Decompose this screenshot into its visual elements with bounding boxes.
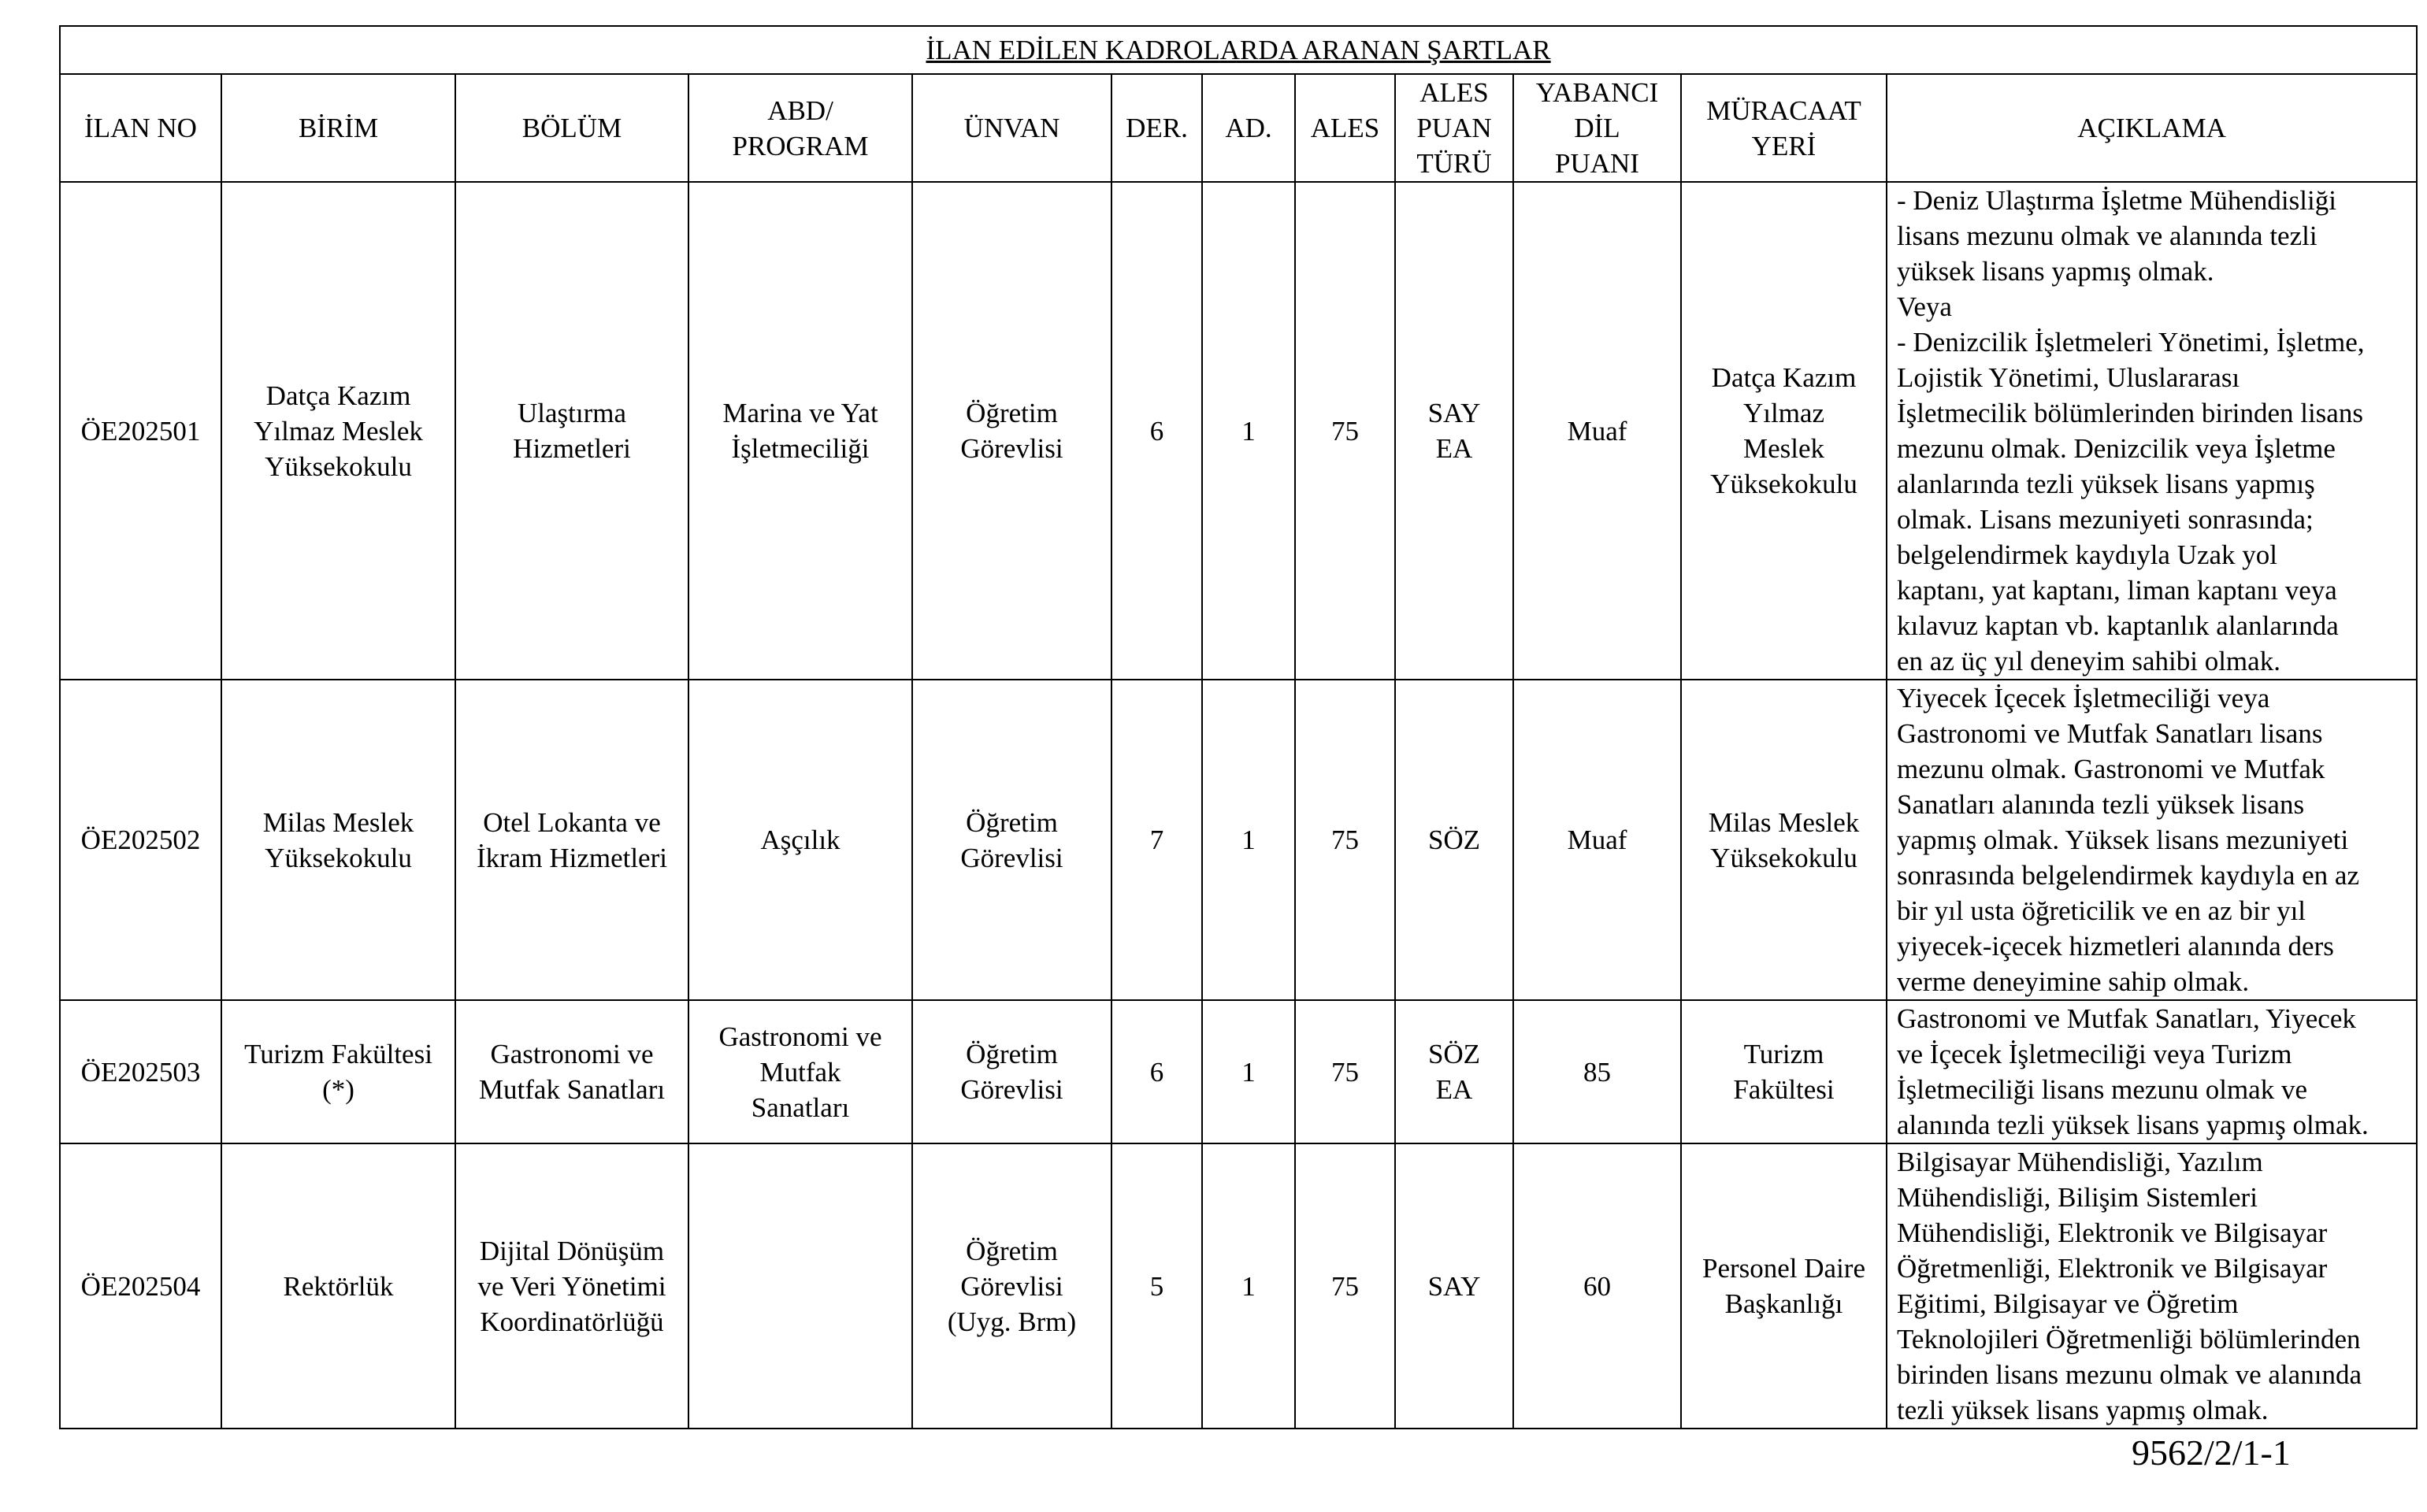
cell-derece-line: 6 — [1149, 415, 1164, 447]
cell-ales — [1295, 680, 1395, 1000]
cell-ilan-no — [60, 1000, 221, 1143]
cell-abd-program-line: Sanatları — [751, 1091, 850, 1123]
cell-aciklama-line: yapmış olmak. Yüksek lisans mezuniyeti — [1897, 825, 2349, 855]
cell-aciklama-line: Eğitimi, Bilgisayar ve Öğretim — [1897, 1288, 2239, 1319]
cell-ilan-no — [60, 680, 221, 1000]
cell-birim-line: Yüksekokulu — [265, 450, 412, 482]
document-reference: 9562/2/1-1 — [2132, 1432, 2291, 1473]
header-aciklama-line: AÇIKLAMA — [2077, 113, 2226, 143]
cell-unvan — [912, 680, 1111, 1000]
header-derece-line: DER. — [1126, 113, 1188, 143]
cell-yabanci-dil-puani-line: Muaf — [1567, 825, 1627, 855]
cell-muracaat-yeri-line: Yüksekokulu — [1710, 842, 1857, 873]
cell-aciklama — [1887, 1000, 2417, 1143]
cell-ales-puan-turu-line: EA — [1435, 1074, 1473, 1105]
cell-unvan-line: Görevlisi — [960, 1270, 1063, 1302]
cell-aciklama-line: bir yıl usta öğreticilik ve en az bir yıl — [1897, 895, 2306, 926]
cell-adet — [1202, 1143, 1295, 1429]
cell-aciklama-line: alanında tezli yüksek lisans yapmış olmak. — [1897, 1110, 2369, 1140]
cell-derece-line: 7 — [1149, 825, 1164, 855]
cell-aciklama-line: belgelendirmek kaydıyla Uzak yol — [1897, 539, 2278, 570]
cell-derece — [1111, 680, 1202, 1000]
header-derece — [1111, 74, 1202, 182]
header-muracaat-yeri-line: MÜRACAAT — [1706, 94, 1861, 126]
cell-birim — [221, 1000, 455, 1143]
job-requirements-table — [59, 25, 2418, 1429]
cell-aciklama-line: Gastronomi ve Mutfak Sanatları lisans — [1897, 718, 2323, 749]
header-ales-line: ALES — [1310, 113, 1380, 143]
cell-ales-puan-turu-line: SÖZ — [1427, 825, 1481, 855]
cell-aciklama-line: lisans mezunu olmak ve alanında tezli — [1897, 220, 2318, 251]
cell-birim-line: Turizm Fakültesi — [244, 1039, 432, 1069]
cell-muracaat-yeri — [1681, 182, 1887, 680]
header-ilan-no — [60, 74, 221, 182]
cell-aciklama — [1887, 182, 2417, 680]
cell-ales-puan-turu-line: SÖZ — [1427, 1039, 1481, 1069]
cell-bolum-line: Mutfak Sanatları — [478, 1074, 666, 1105]
cell-aciklama-line: Lojistik Yönetimi, Uluslararası — [1897, 362, 2240, 393]
cell-adet-line: 1 — [1241, 415, 1256, 447]
cell-aciklama-line: yüksek lisans yapmış olmak. — [1897, 256, 2214, 287]
cell-aciklama-line: mezunu olmak. Denizcilik veya İşletme — [1897, 433, 2336, 464]
cell-aciklama-line: en az üç yıl deneyim sahibi olmak. — [1897, 646, 2280, 676]
cell-derece-line: 6 — [1149, 1056, 1164, 1088]
cell-aciklama-line: kaptanı, yat kaptanı, liman kaptanı veya — [1897, 575, 2337, 606]
cell-abd-program-line: İşletmeciliği — [731, 433, 870, 464]
header-abd-program-line: PROGRAM — [732, 130, 869, 161]
cell-aciklama-line: Veya — [1897, 291, 1952, 322]
header-yabanci-dil-puani-line: YABANCI — [1535, 77, 1659, 108]
table-row — [60, 680, 2417, 1000]
cell-ales-puan-turu-line: EA — [1435, 433, 1473, 464]
cell-bolum-line: Gastronomi ve — [490, 1039, 654, 1069]
cell-yabanci-dil-puani-line: Muaf — [1567, 415, 1627, 447]
cell-aciklama-line: İşletmeciliği lisans mezunu olmak ve — [1897, 1074, 2307, 1105]
cell-derece — [1111, 1143, 1202, 1429]
header-yabanci-dil-puani-line: PUANI — [1555, 148, 1639, 179]
cell-abd-program — [688, 1000, 912, 1143]
cell-aciklama — [1887, 680, 2417, 1000]
cell-bolum-line: Dijital Dönüşüm — [479, 1235, 665, 1266]
cell-unvan-line: Öğretim — [966, 1235, 1058, 1266]
table-row — [60, 1143, 2417, 1429]
cell-unvan-line: Görevlisi — [960, 1074, 1063, 1105]
cell-muracaat-yeri-line: Yüksekokulu — [1710, 469, 1857, 499]
table-title: İLAN EDİLEN KADROLARDA ARANAN ŞARTLAR — [60, 26, 2417, 74]
cell-bolum — [455, 182, 688, 680]
cell-aciklama-line: alanlarında tezli yüksek lisans yapmış — [1897, 469, 2315, 499]
cell-abd-program — [688, 182, 912, 680]
cell-aciklama-line: Mühendisliği, Bilişim Sistemleri — [1897, 1182, 2258, 1213]
cell-muracaat-yeri-line: Fakültesi — [1733, 1074, 1835, 1105]
cell-birim — [221, 680, 455, 1000]
cell-aciklama-line: verme deneyimine sahip olmak. — [1897, 966, 2250, 997]
header-unvan-line: ÜNVAN — [963, 113, 1060, 143]
cell-bolum-line: Koordinatörlüğü — [480, 1306, 664, 1337]
cell-abd-program — [688, 1143, 912, 1429]
cell-muracaat-yeri-line: Yılmaz — [1742, 398, 1825, 428]
cell-aciklama-line: ve İçecek İşletmeciliği veya Turizm — [1897, 1039, 2292, 1069]
cell-adet — [1202, 680, 1295, 1000]
cell-ilan-no — [60, 1143, 221, 1429]
cell-birim-line: Yüksekokulu — [265, 842, 412, 873]
cell-birim-line: Milas Meslek — [262, 806, 414, 838]
cell-birim-line: Rektörlük — [283, 1270, 394, 1302]
cell-ilan-no — [60, 182, 221, 680]
cell-ales-puan-turu — [1395, 680, 1513, 1000]
cell-muracaat-yeri-line: Turizm — [1743, 1039, 1824, 1069]
cell-adet-line: 1 — [1241, 1056, 1256, 1088]
cell-aciklama-line: yiyecek-içecek hizmetleri alanında ders — [1897, 931, 2334, 962]
cell-yabanci-dil-puani-line: 60 — [1583, 1270, 1611, 1302]
cell-adet-line: 1 — [1241, 1270, 1256, 1302]
cell-birim — [221, 1143, 455, 1429]
cell-abd-program-line: Aşçılık — [760, 825, 841, 855]
cell-abd-program-line: Gastronomi ve — [718, 1021, 882, 1052]
cell-derece — [1111, 1000, 1202, 1143]
cell-ilan-no-line: ÖE202503 — [80, 1056, 201, 1088]
cell-ales-line: 75 — [1331, 415, 1359, 447]
cell-ilan-no-line: ÖE202501 — [80, 415, 201, 447]
cell-muracaat-yeri — [1681, 1143, 1887, 1429]
cell-ales-line: 75 — [1331, 825, 1359, 855]
cell-derece-line: 5 — [1149, 1270, 1164, 1302]
cell-ilan-no-line: ÖE202504 — [80, 1270, 201, 1302]
cell-derece — [1111, 182, 1202, 680]
cell-unvan-line: Öğretim — [966, 398, 1058, 428]
cell-aciklama-line: Gastronomi ve Mutfak Sanatları, Yiyecek — [1897, 1003, 2356, 1034]
cell-yabanci-dil-puani — [1513, 182, 1681, 680]
header-adet-line: AD. — [1225, 113, 1272, 143]
cell-aciklama-line: sonrasında belgelendirmek kaydıyla en az — [1897, 860, 2360, 891]
cell-unvan-line: Görevlisi — [960, 433, 1063, 464]
cell-ales — [1295, 1000, 1395, 1143]
cell-aciklama-line: kılavuz kaptan vb. kaptanlık alanlarında — [1897, 610, 2339, 641]
cell-abd-program — [688, 680, 912, 1000]
cell-muracaat-yeri — [1681, 1000, 1887, 1143]
header-row — [60, 74, 2417, 182]
cell-aciklama-line: Sanatları alanında tezli yüksek lisans — [1897, 789, 2305, 820]
cell-aciklama-line: mezunu olmak. Gastronomi ve Mutfak — [1897, 754, 2325, 784]
header-unvan — [912, 74, 1111, 182]
table-row — [60, 182, 2417, 680]
cell-aciklama-line: Mühendisliği, Elektronik ve Bilgisayar — [1897, 1217, 2328, 1248]
header-abd-program — [688, 74, 912, 182]
cell-aciklama-line: Öğretmenliği, Elektronik ve Bilgisayar — [1897, 1253, 2328, 1284]
cell-adet — [1202, 182, 1295, 680]
cell-bolum — [455, 1143, 688, 1429]
cell-unvan — [912, 1143, 1111, 1429]
cell-muracaat-yeri-line: Personel Daire — [1701, 1253, 1865, 1284]
cell-ales-puan-turu-line: SAY — [1427, 398, 1481, 428]
cell-ales — [1295, 182, 1395, 680]
cell-adet-line: 1 — [1241, 825, 1256, 855]
cell-adet — [1202, 1000, 1295, 1143]
cell-muracaat-yeri-line: Datça Kazım — [1711, 362, 1857, 393]
cell-muracaat-yeri — [1681, 680, 1887, 1000]
cell-yabanci-dil-puani — [1513, 680, 1681, 1000]
cell-ales-puan-turu-line: SAY — [1427, 1270, 1481, 1302]
cell-yabanci-dil-puani-line: 85 — [1583, 1056, 1611, 1088]
cell-aciklama-line: tezli yüksek lisans yapmış olmak. — [1897, 1395, 2269, 1425]
cell-ales-puan-turu — [1395, 1143, 1513, 1429]
cell-unvan-line: Öğretim — [966, 806, 1058, 838]
cell-muracaat-yeri-line: Meslek — [1742, 433, 1825, 464]
cell-yabanci-dil-puani — [1513, 1000, 1681, 1143]
cell-unvan — [912, 1000, 1111, 1143]
cell-bolum-line: ve Veri Yönetimi — [477, 1270, 666, 1302]
cell-aciklama-line: - Deniz Ulaştırma İşletme Mühendisliği — [1897, 185, 2336, 216]
header-ilan-no-line: İLAN NO — [84, 113, 197, 143]
header-yabanci-dil-puani-line: DİL — [1574, 113, 1620, 143]
cell-aciklama-line: Yiyecek İçecek İşletmeciliği veya — [1897, 683, 2270, 713]
cell-ales-line: 75 — [1331, 1056, 1359, 1088]
header-abd-program-line: ABD/ — [767, 94, 833, 126]
cell-bolum-line: Ulaştırma — [517, 398, 627, 428]
header-bolum — [455, 74, 688, 182]
cell-ilan-no-line: ÖE202502 — [80, 825, 201, 855]
header-ales-puan-turu-line: ALES — [1419, 77, 1489, 108]
header-bolum-line: BÖLÜM — [521, 113, 622, 143]
cell-muracaat-yeri-line: Başkanlığı — [1724, 1288, 1843, 1319]
cell-unvan-line: (Uyg. Brm) — [947, 1306, 1077, 1337]
cell-aciklama — [1887, 1143, 2417, 1429]
table-row — [60, 1000, 2417, 1143]
cell-bolum-line: Otel Lokanta ve — [483, 806, 661, 838]
cell-bolum-line: İkram Hizmetleri — [477, 842, 667, 873]
cell-birim — [221, 182, 455, 680]
header-aciklama — [1887, 74, 2417, 182]
header-yabanci-dil-puani — [1513, 74, 1681, 182]
cell-unvan-line: Öğretim — [966, 1039, 1058, 1069]
cell-yabanci-dil-puani — [1513, 1143, 1681, 1429]
cell-ales — [1295, 1143, 1395, 1429]
cell-birim-line: (*) — [322, 1074, 354, 1105]
cell-ales-line: 75 — [1331, 1270, 1359, 1302]
cell-birim-line: Datça Kazım — [265, 380, 411, 411]
cell-aciklama-line: Bilgisayar Mühendisliği, Yazılım — [1897, 1147, 2263, 1177]
cell-aciklama-line: birinden lisans mezunu olmak ve alanında — [1897, 1359, 2362, 1390]
cell-muracaat-yeri-line: Milas Meslek — [1708, 806, 1860, 838]
header-muracaat-yeri-line: YERİ — [1751, 130, 1817, 161]
cell-abd-program-line: Mutfak — [759, 1056, 841, 1088]
cell-bolum-line: Hizmetleri — [513, 433, 631, 464]
cell-aciklama-line: - Denizcilik İşletmeleri Yönetimi, İşletme, — [1897, 327, 2365, 358]
cell-aciklama-line: İşletmecilik bölümlerinden birinden lisans — [1897, 398, 2363, 428]
cell-abd-program-line: Marina ve Yat — [722, 398, 878, 428]
cell-aciklama-line: Teknolojileri Öğretmenliği bölümlerinden — [1897, 1324, 2361, 1354]
cell-bolum — [455, 680, 688, 1000]
cell-unvan-line: Görevlisi — [960, 842, 1063, 873]
cell-bolum — [455, 1000, 688, 1143]
header-ales-puan-turu-line: PUAN — [1416, 113, 1492, 143]
cell-aciklama-line: olmak. Lisans mezuniyeti sonrasında; — [1897, 504, 2314, 535]
header-ales-puan-turu — [1395, 74, 1513, 182]
header-birim-line: BİRİM — [298, 113, 379, 143]
header-muracaat-yeri — [1681, 74, 1887, 182]
cell-ales-puan-turu — [1395, 182, 1513, 680]
header-adet — [1202, 74, 1295, 182]
header-ales — [1295, 74, 1395, 182]
header-ales-puan-turu-line: TÜRÜ — [1416, 148, 1492, 179]
cell-ales-puan-turu — [1395, 1000, 1513, 1143]
header-birim — [221, 74, 455, 182]
cell-birim-line: Yılmaz Meslek — [254, 415, 423, 447]
cell-unvan — [912, 182, 1111, 680]
